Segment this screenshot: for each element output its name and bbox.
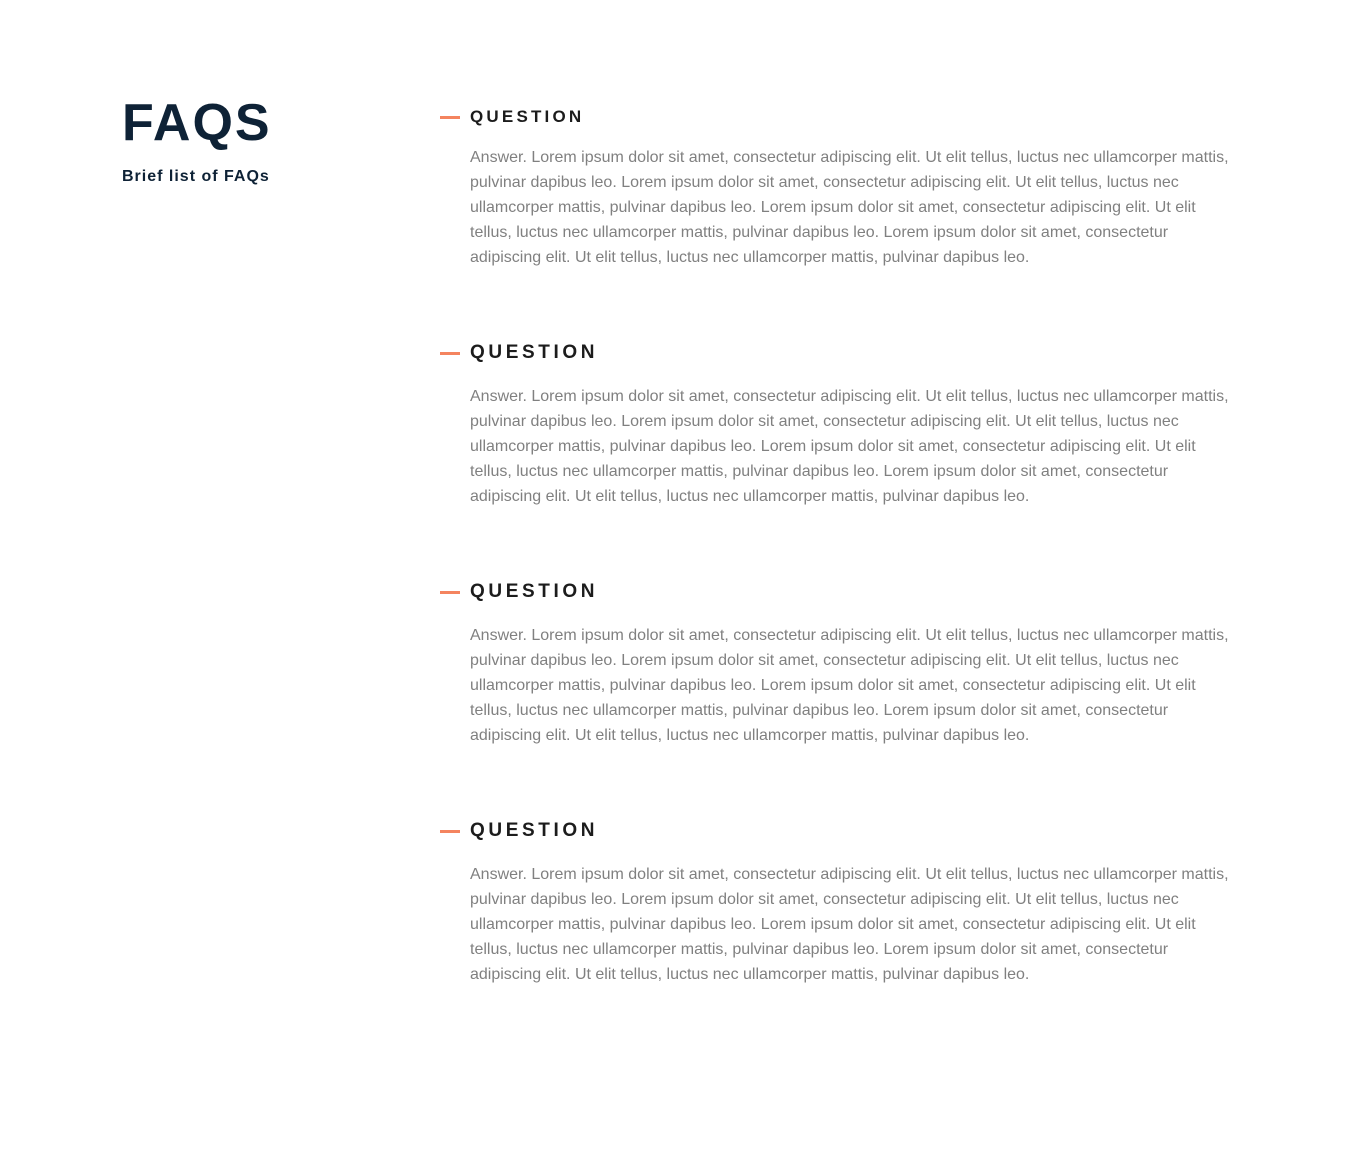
faq-answer: Answer. Lorem ipsum dolor sit amet, consectetur adipiscing elit. Ut elit tellus, luctus nec ullamcorper mattis, pulvinar dapibus leo. Lorem ipsum dolor sit amet, consectetur adipiscing elit. Ut elit tellus, luctus nec ullamcorper mattis, pulvinar dapibus leo. Lorem ipsum dolor sit amet, consectetur adipiscing elit. Ut elit tellus, luctus nec ullamcorper mattis, pulvinar dapibus leo. Lorem ipsum dolor sit amet, consectetur adipiscing elit. Ut elit tellus, luctus nec ullamcorper mattis, pulvinar dapibus leo. bbox=[470, 388, 1229, 505]
dash-icon bbox=[440, 352, 460, 355]
faq-question-row bbox=[440, 341, 1240, 365]
faq-header bbox=[122, 93, 382, 187]
faq-question-row bbox=[440, 105, 1240, 129]
dash-icon bbox=[440, 830, 460, 833]
faq-answer: Answer. Lorem ipsum dolor sit amet, consectetur adipiscing elit. Ut elit tellus, luctus nec ullamcorper mattis, pulvinar dapibus leo. Lorem ipsum dolor sit amet, consectetur adipiscing elit. Ut elit tellus, luctus nec ullamcorper mattis, pulvinar dapibus leo. Lorem ipsum dolor sit amet, consectetur adipiscing elit. Ut elit tellus, luctus nec ullamcorper mattis, pulvinar dapibus leo. Lorem ipsum dolor sit amet, consectetur adipiscing elit. Ut elit tellus, luctus nec ullamcorper mattis, pulvinar dapibus leo. bbox=[470, 627, 1229, 744]
faq-question: QUESTION bbox=[470, 820, 599, 841]
faq-answer: Answer. Lorem ipsum dolor sit amet, consectetur adipiscing elit. Ut elit tellus, luctus nec ullamcorper mattis, pulvinar dapibus leo. Lorem ipsum dolor sit amet, consectetur adipiscing elit. Ut elit tellus, luctus nec ullamcorper mattis, pulvinar dapibus leo. Lorem ipsum dolor sit amet, consectetur adipiscing elit. Ut elit tellus, luctus nec ullamcorper mattis, pulvinar dapibus leo. Lorem ipsum dolor sit amet, consectetur adipiscing elit. Ut elit tellus, luctus nec ullamcorper mattis, pulvinar dapibus leo. bbox=[470, 149, 1229, 266]
faq-item bbox=[440, 580, 1240, 744]
faq-question: QUESTION bbox=[470, 342, 599, 363]
faq-question-row bbox=[440, 819, 1240, 843]
faq-item bbox=[440, 819, 1240, 983]
faq-question: QUESTION bbox=[470, 107, 585, 126]
dash-icon bbox=[440, 591, 460, 594]
faq-item bbox=[440, 341, 1240, 505]
faq-answer: Answer. Lorem ipsum dolor sit amet, consectetur adipiscing elit. Ut elit tellus, luctus nec ullamcorper mattis, pulvinar dapibus leo. Lorem ipsum dolor sit amet, consectetur adipiscing elit. Ut elit tellus, luctus nec ullamcorper mattis, pulvinar dapibus leo. Lorem ipsum dolor sit amet, consectetur adipiscing elit. Ut elit tellus, luctus nec ullamcorper mattis, pulvinar dapibus leo. Lorem ipsum dolor sit amet, consectetur adipiscing elit. Ut elit tellus, luctus nec ullamcorper mattis, pulvinar dapibus leo. bbox=[470, 866, 1229, 983]
faq-item bbox=[440, 105, 1240, 266]
faq-question: QUESTION bbox=[470, 581, 599, 602]
dash-icon bbox=[440, 116, 460, 119]
page-title: FAQS bbox=[122, 94, 272, 152]
faq-question-row bbox=[440, 580, 1240, 604]
page-subtitle: Brief list of FAQs bbox=[122, 168, 270, 185]
